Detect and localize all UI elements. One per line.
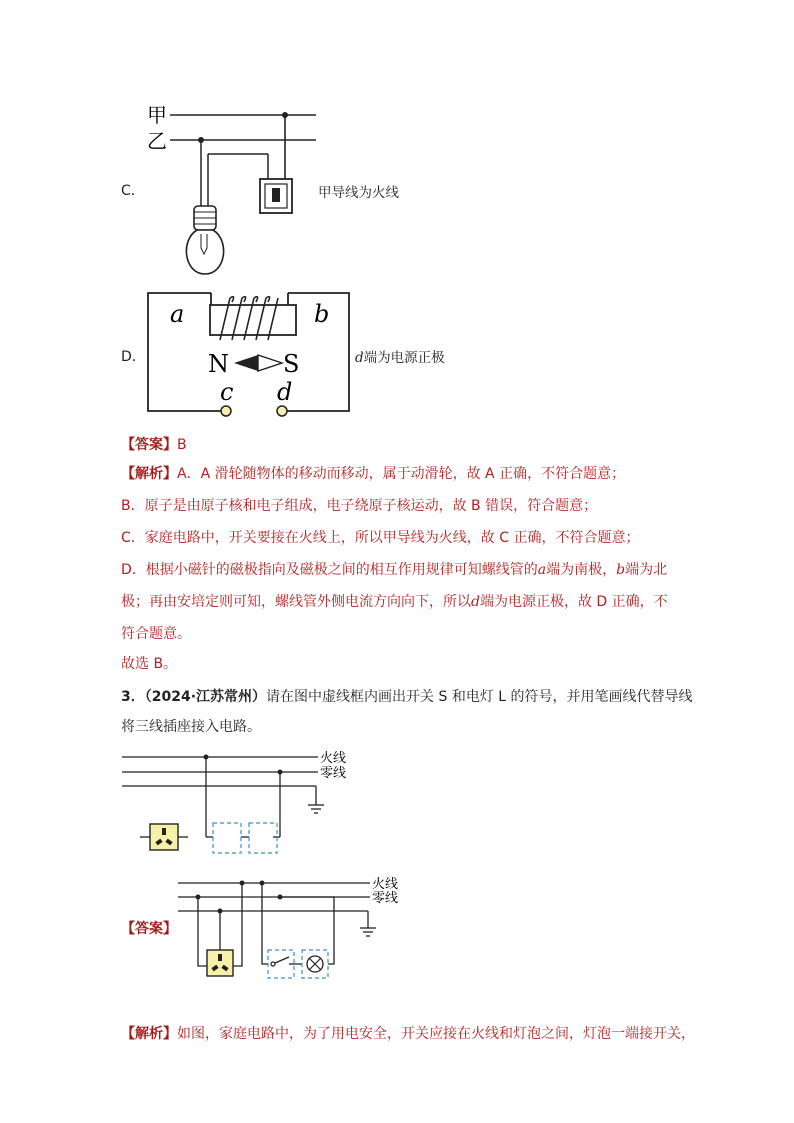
- answer-1-line: [121, 437, 187, 453]
- question-3: [121, 687, 693, 737]
- option-c-note: 甲导线为火线: [318, 185, 399, 201]
- question-3-line-1: 3．（2024·江苏常州）请在图中虚线框内画出开关 S 和电灯 L 的符号，并用笔画线代替导线: [121, 689, 693, 705]
- needle-s-end-icon: [258, 355, 282, 371]
- wire-jia-label: 甲: [147, 103, 167, 127]
- note-text: 端为电源正极: [363, 350, 445, 366]
- option-c-label: C．: [121, 183, 145, 199]
- question-circuit-diagram: [118, 745, 358, 860]
- analysis-3: [121, 1024, 695, 1044]
- terminal-d-label: d: [277, 378, 293, 406]
- option-d-note: [355, 346, 445, 366]
- answer-tag: 【答案】: [121, 437, 177, 453]
- analysis-3-text: 如图，家庭电路中，为了用电安全，开关应接在火线和灯泡之间，灯泡一端接开关，: [177, 1026, 695, 1042]
- switch-symbol-icon: [271, 957, 294, 966]
- wire-yi-label: 乙: [147, 129, 167, 153]
- dashed-box-lamp[interactable]: [249, 823, 277, 853]
- question-3-diagram: [118, 745, 358, 860]
- answer-live-label: 火线: [372, 877, 399, 892]
- option-d-diagram: [140, 288, 360, 418]
- household-circuit-diagram: [140, 98, 340, 278]
- analysis-tag: 【解析】: [121, 466, 177, 482]
- question-3-line-2: 将三线插座接入电路。: [121, 719, 261, 735]
- note-var-d: d: [355, 350, 364, 366]
- analysis-1: [121, 464, 681, 674]
- end-a-label: a: [170, 300, 185, 328]
- needle-n-end-icon: [234, 355, 258, 371]
- analysis-line-1: 【解析】A．A 滑轮随物体的移动而移动，属于动滑轮，故 A 正确，不符合题意；: [121, 466, 626, 482]
- option-c-diagram: [140, 98, 340, 278]
- analysis-line-5: 极；再由安培定则可知，螺线管外侧电流方向向下，所以d端为电源正极，故 D 正确，不: [121, 594, 668, 610]
- terminal-d-icon: [277, 406, 287, 416]
- answer-3: [121, 918, 177, 938]
- answer-1: [121, 434, 187, 455]
- option-d-label: D．: [121, 349, 146, 365]
- answer-3-diagram: [176, 874, 416, 984]
- analysis-line-2: B．原子是由原子核和电子组成，电子绕原子核运动，故 B 错误，符合题意；: [121, 498, 598, 514]
- neutral-wire-label: 零线: [320, 766, 347, 781]
- analysis-line-6: 符合题意。: [121, 626, 191, 642]
- question-number: 3．: [121, 689, 145, 705]
- live-wire-label: 火线: [320, 751, 347, 766]
- answer-socket-icon: [207, 950, 233, 976]
- end-b-label: b: [314, 300, 330, 328]
- ground-icon: [308, 805, 324, 813]
- three-pin-socket-icon: [140, 824, 188, 850]
- terminal-c-icon: [221, 406, 231, 416]
- analysis-line-3: C．家庭电路中，开关要接在火线上，所以甲导线为火线，故 C 正确，不符合题意；: [121, 530, 640, 546]
- lamp-symbol-icon: [307, 956, 323, 972]
- analysis-line-4: D．根据小磁针的磁极指向及磁极之间的相互作用规律可知螺线管的a端为南极，b端为北: [121, 562, 668, 578]
- question-source: （2024·江苏常州）: [144, 689, 267, 705]
- answer-neutral-label: 零线: [372, 891, 399, 906]
- answer-value: B: [177, 437, 187, 453]
- answer-ground-icon: [360, 928, 376, 936]
- answer-3-tag: 【答案】: [121, 921, 177, 937]
- light-bulb-icon: [186, 206, 223, 274]
- dashed-box-switch[interactable]: [213, 823, 241, 853]
- analysis-3-tag: 【解析】: [121, 1026, 177, 1042]
- solenoid-circuit-diagram: [140, 288, 360, 418]
- terminal-c-label: c: [220, 378, 234, 406]
- needle-n-label: N: [208, 350, 229, 378]
- analysis-line-7: 故选 B。: [121, 656, 178, 672]
- answer-circuit-diagram: [176, 874, 416, 984]
- needle-s-label: S: [283, 350, 300, 378]
